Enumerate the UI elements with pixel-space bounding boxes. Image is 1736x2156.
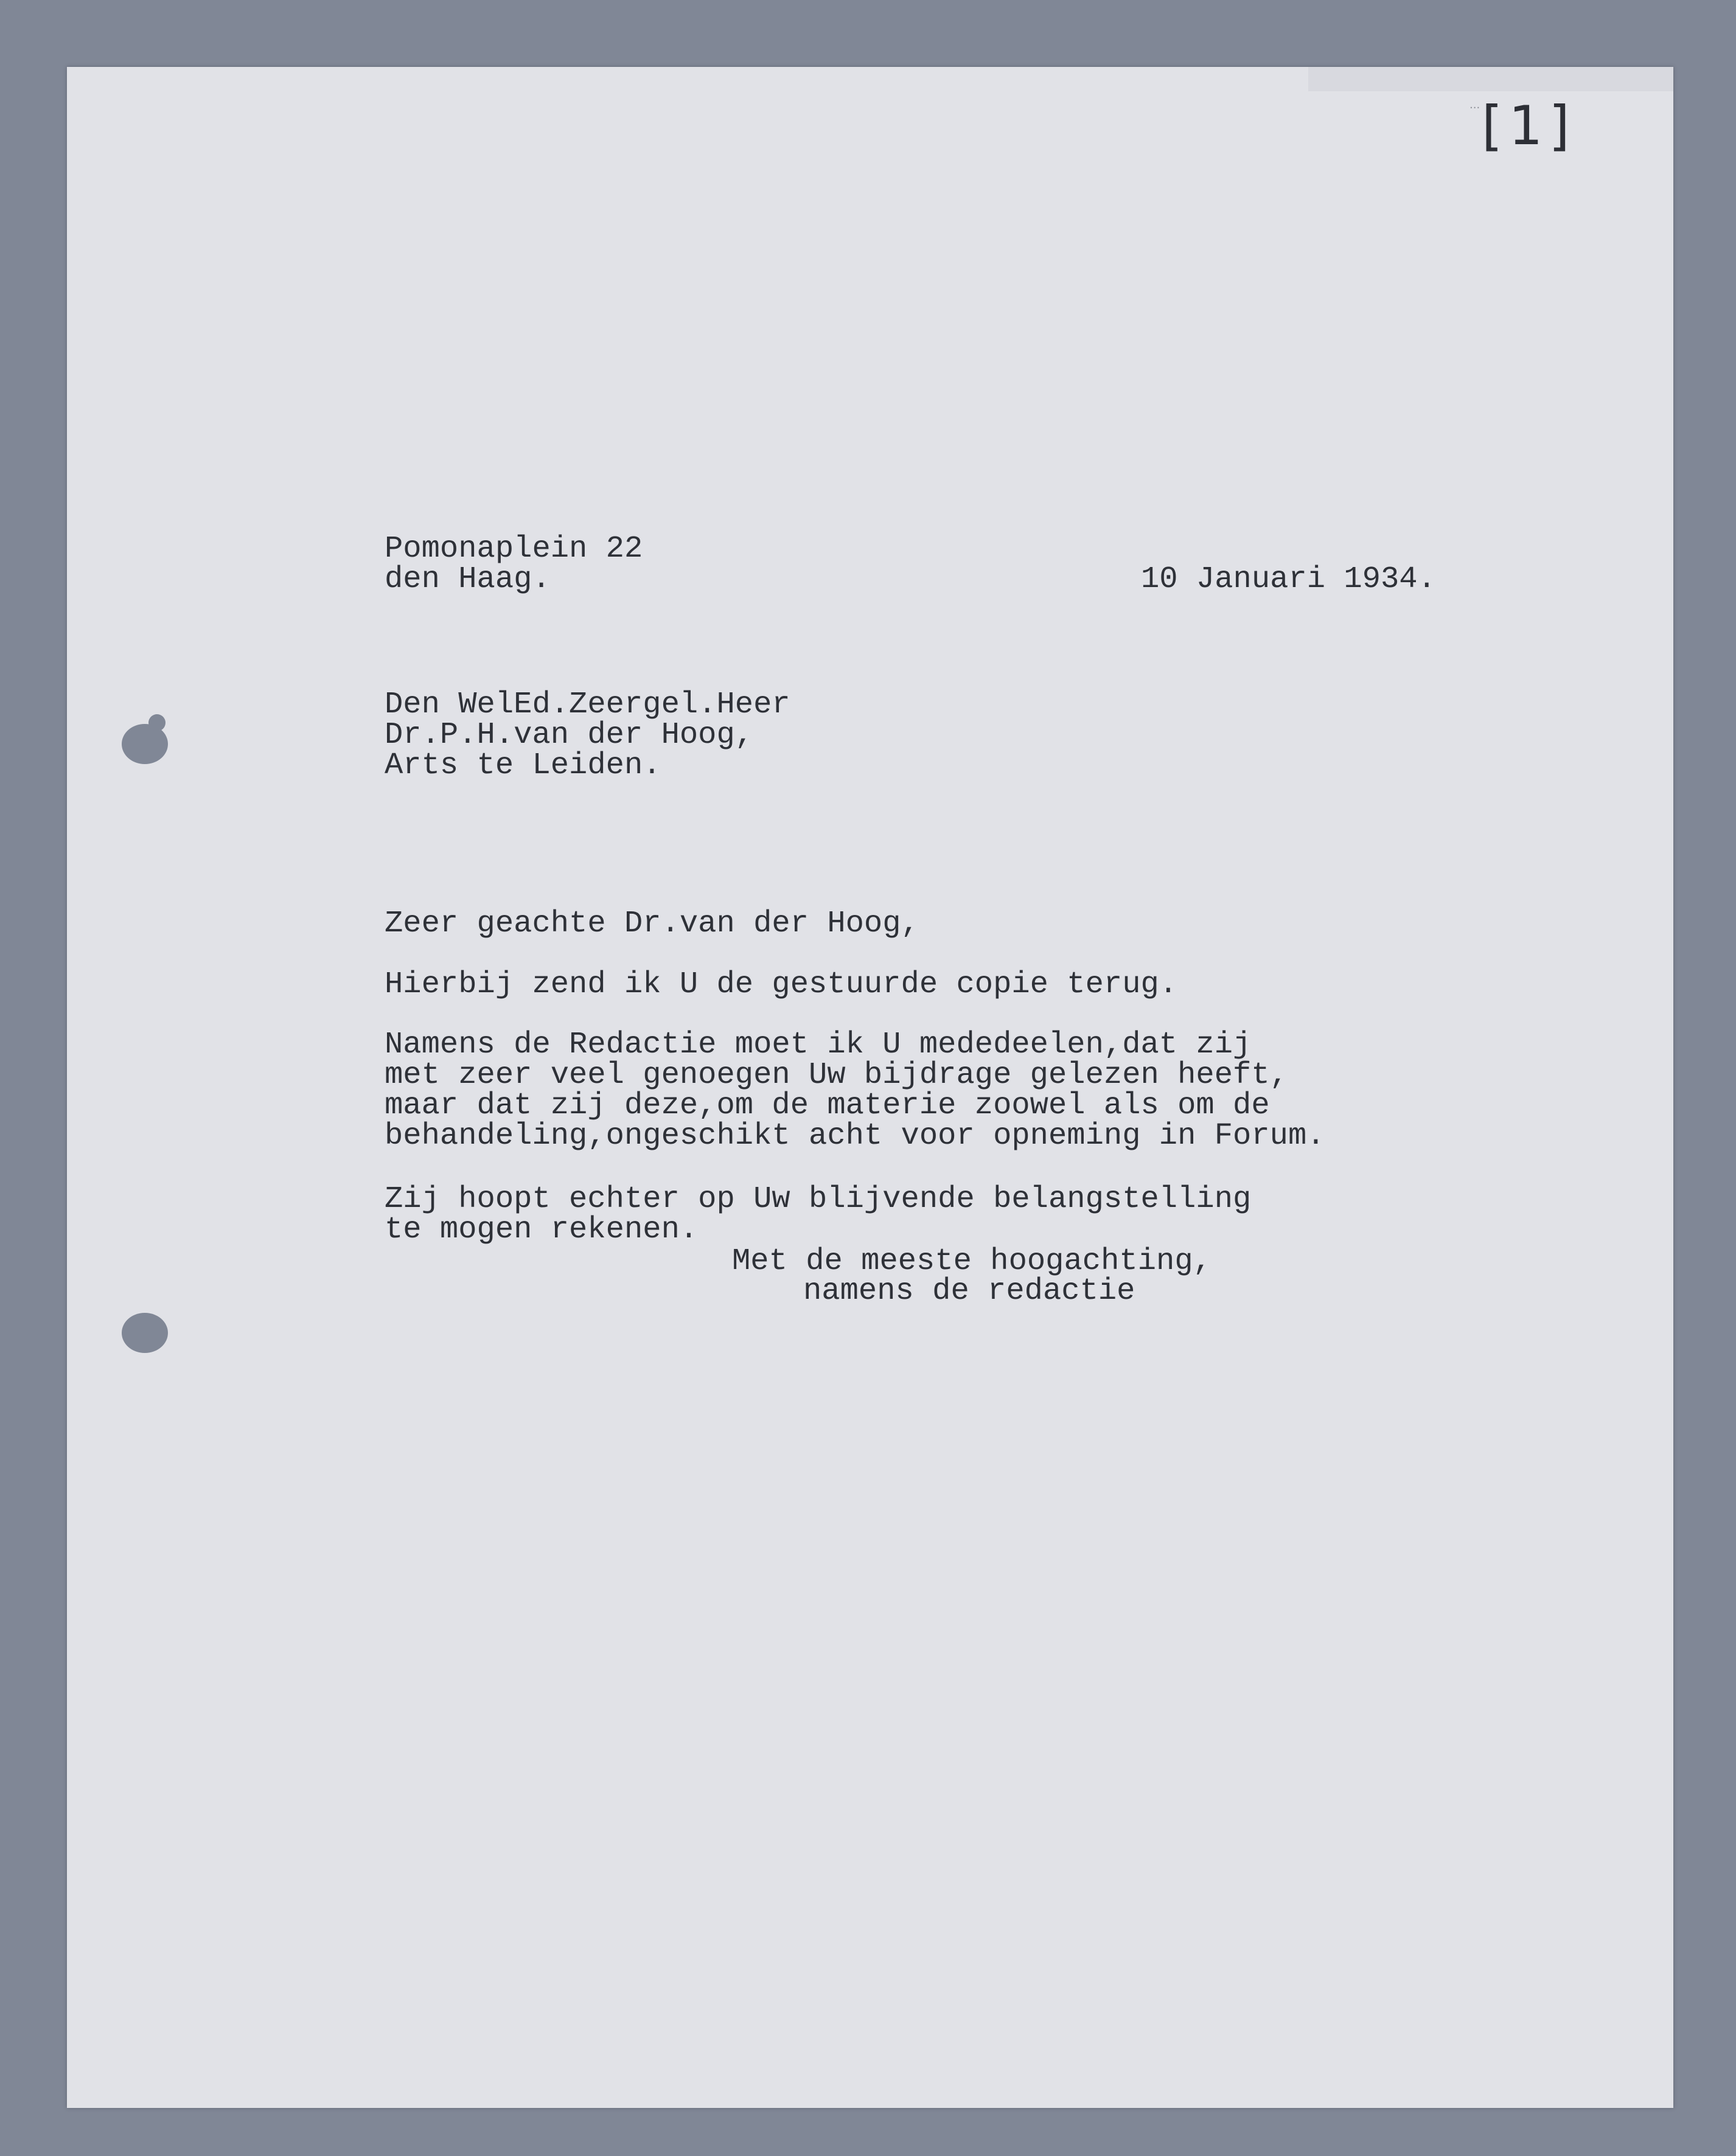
salutation: Zeer geachte Dr.van der Hoog,: [385, 906, 919, 941]
archive-pencil-note: ...: [1469, 99, 1480, 111]
punch-hole-icon: [122, 724, 168, 764]
body-paragraph-2: [385, 1030, 1325, 1152]
body-line: met zeer veel genoegen Uw bijdrage gelezen heeft,: [385, 1058, 1288, 1093]
closing-line: Met de meeste hoogachting,: [732, 1244, 1211, 1279]
addressee-line: Arts te Leiden.: [385, 748, 661, 783]
body-line: behandeling,ongeschikt acht voor opneming in Forum.: [385, 1119, 1325, 1153]
body-line: Hierbij zend ik U de gestuurde copie terug.: [385, 967, 1178, 1002]
letter-date: 10 Januari 1934.: [1141, 562, 1436, 597]
body-line: te mogen rekenen.: [385, 1212, 699, 1247]
body-paragraph-3: [385, 1184, 1251, 1245]
archive-number-stamp: [1]: [1482, 94, 1576, 157]
body-line: Zij hoopt echter op Uw blijvende belangstelling: [385, 1182, 1252, 1217]
body-line: maar dat zij deze,om de materie zoowel als om de: [385, 1088, 1270, 1123]
addressee-line: Den WelEd.Zeergel.Heer: [385, 687, 790, 722]
sender-address-line: den Haag.: [385, 562, 551, 597]
addressee-block: [385, 687, 790, 783]
signoff-line: namens de redactie: [803, 1274, 1135, 1309]
letter-sheet: [67, 67, 1673, 2108]
torn-paper-edge: [1308, 67, 1673, 91]
body-paragraph-1: [385, 967, 1178, 1002]
sender-address: [385, 534, 643, 595]
body-line: Namens de Redactie moet ik U mededeelen,dat zij: [385, 1028, 1252, 1062]
punch-hole-icon: [122, 1313, 168, 1353]
addressee-line: Dr.P.H.van der Hoog,: [385, 718, 754, 753]
sender-address-line: Pomonaplein 22: [385, 532, 643, 566]
